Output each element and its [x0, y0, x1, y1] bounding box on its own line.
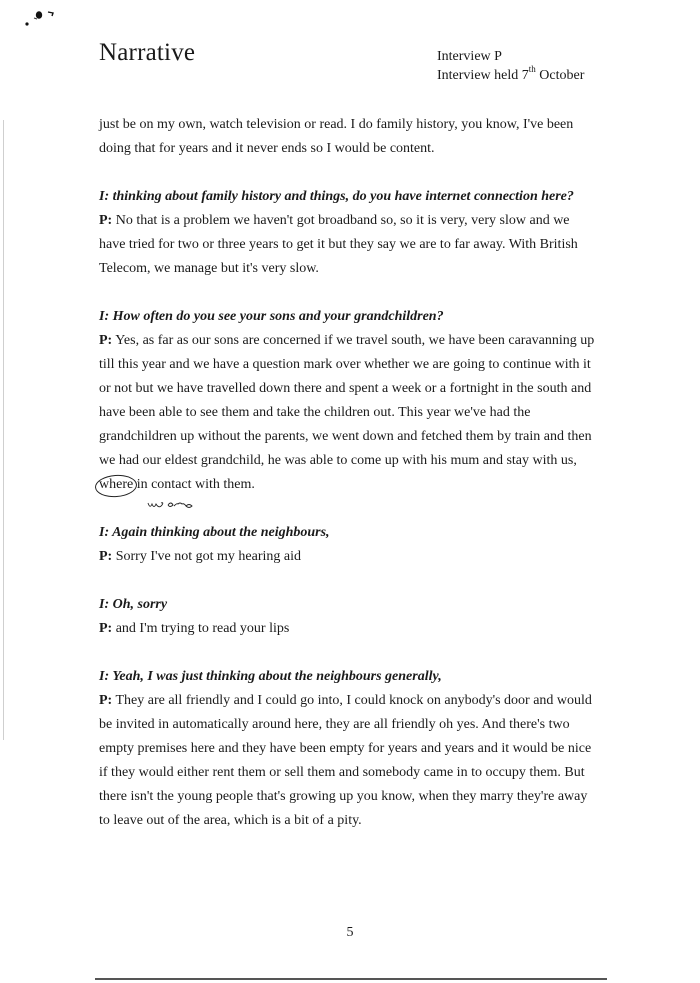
- answer-paragraph: [99, 209, 599, 281]
- staple-mark: [18, 6, 64, 32]
- bottom-rule: [95, 978, 607, 980]
- answer-text: and I'm trying to read your lips: [112, 621, 290, 636]
- interview-date-suffix: th: [528, 64, 536, 75]
- speaker-label: P:: [99, 549, 113, 564]
- page-number: 5: [346, 925, 354, 940]
- transcript-body: [99, 113, 599, 833]
- interview-date-prefix: Interview held 7: [437, 68, 529, 83]
- interview-date-month: October: [535, 68, 585, 83]
- interview-label: Interview P: [437, 49, 502, 64]
- interview-info: [437, 47, 584, 85]
- answer-text: in contact with them.: [133, 477, 255, 492]
- interviewer-question: I: How often do you see your sons and your grandchildren?: [99, 309, 444, 324]
- scan-edge-line: [3, 120, 4, 740]
- circled-word: [99, 473, 133, 497]
- handwritten-correction: [146, 499, 208, 511]
- interviewer-question: I: thinking about family history and things, do you have internet connection here?: [99, 189, 574, 204]
- speaker-label: P:: [99, 693, 113, 708]
- speaker-label: P:: [99, 333, 113, 348]
- answer-text: Sorry I've not got my hearing aid: [112, 549, 301, 564]
- answer-text: No that is a problem we haven't got broadband so, so it is very, very slow and we have tried for two or three years to get it but they say we are to far away. With British Telecom, we manage but it's very slow.: [99, 213, 578, 276]
- interview-date: [437, 66, 584, 85]
- page-title: Narrative: [99, 39, 196, 66]
- answer-paragraph: [99, 545, 599, 569]
- answer-text: Yes, as far as our sons are concerned if we travel south, we have been caravanning up till this year and we have a question mark over whether we are going to continue with it or not but we have travelled down there and spent a week or a fortnight in the south and have been able to see them and take the children out. This year we've had the grandchildren up without the parents, we went down and fetched them by train and then we had our eldest grandchild, he was able to come up with his mum and stay with us,: [99, 333, 595, 468]
- answer-paragraph: [99, 329, 599, 497]
- speaker-label: P:: [99, 621, 113, 636]
- answer-text: They are all friendly and I could go into, I could knock on anybody's door and would be invited in automatically around here, they are all friendly oh yes. And there's two empty premises here and they have been empty for years and years and it would be nice if they would either rent them or sell them and somebody came in to occupy them. But there isn't the young people that's growing up you know, when they marry they're away to leave out of the area, which is a bit of a pity.: [99, 693, 592, 828]
- answer-paragraph: [99, 617, 599, 641]
- answer-text: just be on my own, watch television or read. I do family history, you know, I've been doing that for years and it never ends so I would be content.: [99, 117, 574, 156]
- speaker-label: P:: [99, 213, 113, 228]
- interviewer-question: I: Oh, sorry: [99, 597, 168, 612]
- circled-word-text: where: [99, 477, 134, 492]
- answer-paragraph: [99, 689, 599, 833]
- interviewer-question: I: Again thinking about the neighbours,: [99, 525, 330, 540]
- interviewer-question: I: Yeah, I was just thinking about the neighbours generally,: [99, 669, 442, 684]
